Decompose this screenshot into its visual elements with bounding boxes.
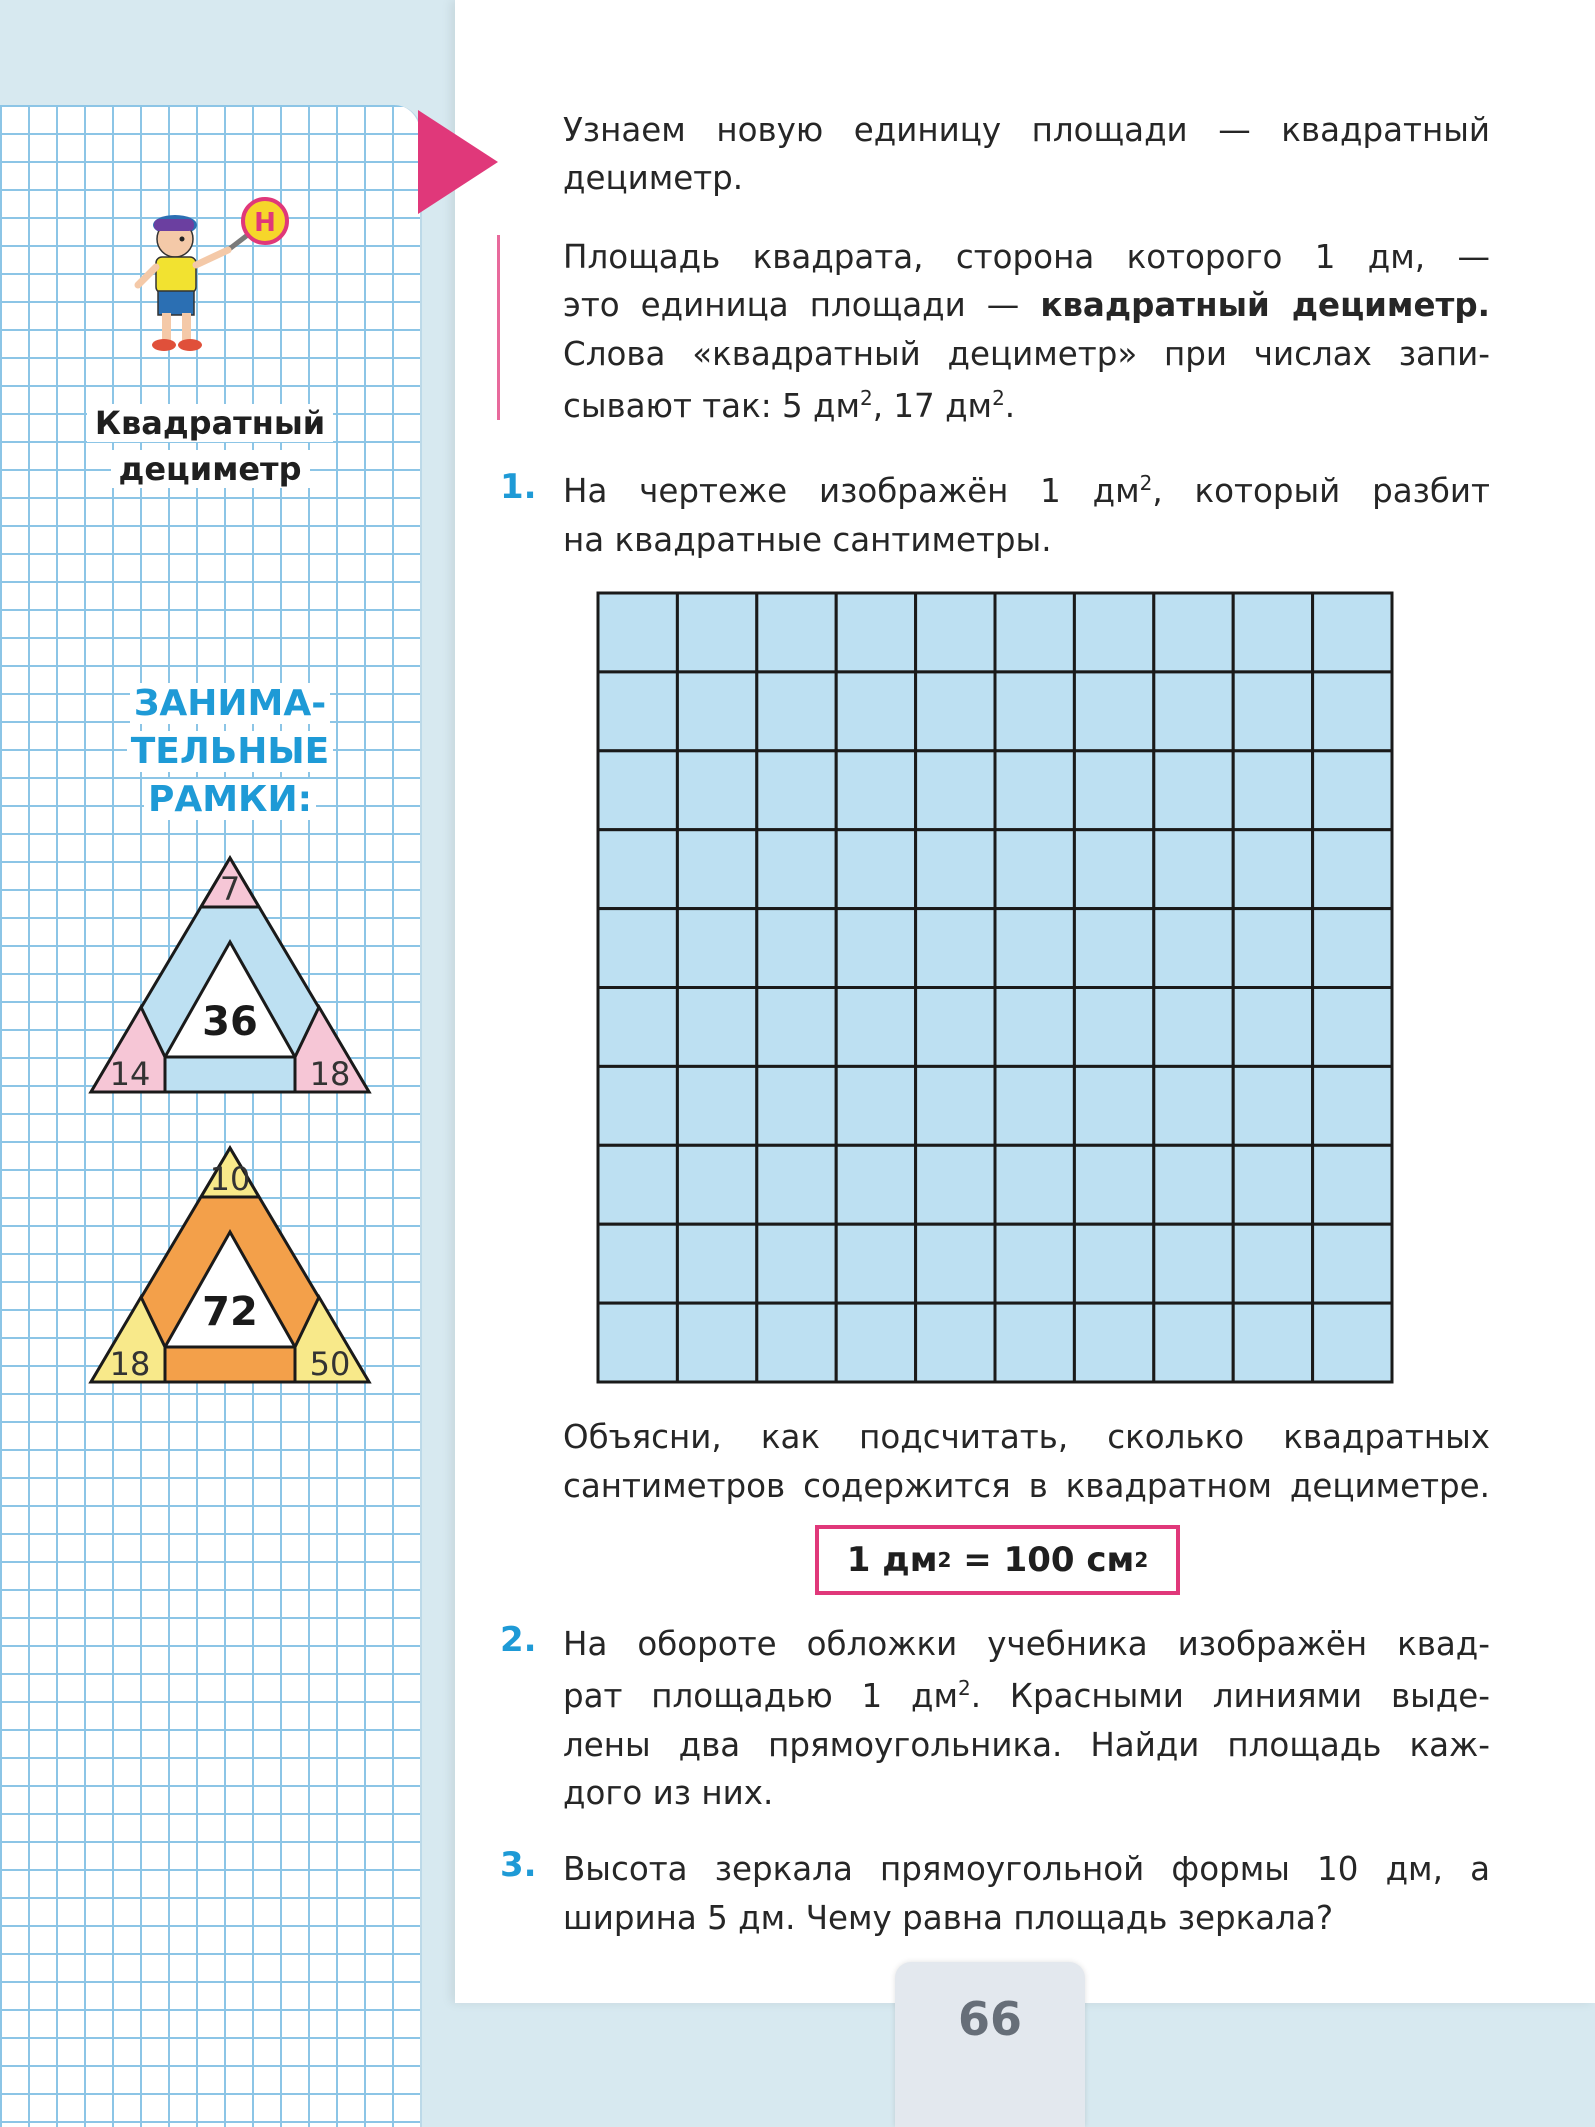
grid-cell [757, 830, 836, 909]
grid-cell [1074, 1224, 1153, 1303]
grid-cell [916, 988, 995, 1067]
definition-line2-text: это единица площади — [563, 286, 1041, 324]
grid-cell [1074, 1066, 1153, 1145]
grid-cell [598, 672, 677, 751]
grid-cell [995, 1224, 1074, 1303]
grid-cell [598, 909, 677, 988]
grid-cell [1154, 672, 1233, 751]
task2-line2 [563, 1672, 1490, 1720]
grid-cell [677, 751, 756, 830]
grid-cell [1074, 672, 1153, 751]
pointer-arrow-icon [418, 110, 498, 214]
grid-cell [598, 1224, 677, 1303]
triangle-frame-1 [85, 852, 375, 1112]
frame2-top-number: 10 [209, 1160, 251, 1198]
grid-cell [1074, 909, 1153, 988]
grid-cell [598, 1303, 677, 1382]
frame1-right-number: 18 [309, 1055, 351, 1093]
grid-cell [1313, 751, 1392, 830]
grid-cell [836, 988, 915, 1067]
grid-cell [1313, 593, 1392, 672]
mascot-badge-letter: Н [254, 208, 276, 238]
triangle-frame-2 [85, 1142, 375, 1402]
grid-cell [1313, 988, 1392, 1067]
frame1-center-number: 36 [202, 999, 258, 1045]
definition-line4-c: , 17 дм [872, 387, 993, 425]
grid-cell [916, 830, 995, 909]
task2-sup: 2 [958, 1676, 971, 1701]
task1-line1 [563, 467, 1490, 515]
grid-cell [677, 988, 756, 1067]
grid-cell [1313, 1303, 1392, 1382]
intro-line1: Узнаем новую единицу площади — квадратный [563, 111, 1490, 149]
grid-cell [1233, 988, 1312, 1067]
task2-line2-c: . Красными линиями выде- [970, 1677, 1490, 1715]
topic-title-line2: дециметр [111, 450, 310, 488]
grid-cell [1074, 830, 1153, 909]
grid-cell [995, 830, 1074, 909]
grid-cell [1154, 830, 1233, 909]
task2-line2-a: рат площадью 1 дм [563, 1677, 958, 1715]
grid-cell [1313, 909, 1392, 988]
grid-cell [1154, 593, 1233, 672]
grid-cell [1074, 988, 1153, 1067]
task2-line4: дого из них. [563, 1774, 774, 1812]
grid-cell [916, 593, 995, 672]
grid-cell [995, 1066, 1074, 1145]
grid-cell [1233, 593, 1312, 672]
grid-cell [836, 1303, 915, 1382]
grid-cell [1313, 672, 1392, 751]
fun-title-line3: РАМКИ: [144, 779, 316, 820]
task3-number: 3. [500, 1845, 537, 1885]
task1-number: 1. [500, 467, 537, 507]
grid-cell [598, 1145, 677, 1224]
grid-cell [757, 1145, 836, 1224]
grid-cell [1154, 1066, 1233, 1145]
grid-cell [836, 1066, 915, 1145]
grid-cell [1233, 1224, 1312, 1303]
grid-cell [757, 1066, 836, 1145]
grid-cell [677, 1224, 756, 1303]
task2-number: 2. [500, 1620, 537, 1660]
grid-cell [757, 1303, 836, 1382]
frame2-center-number: 72 [202, 1289, 258, 1335]
grid-cell [1313, 1145, 1392, 1224]
frame2-left-number: 18 [109, 1345, 151, 1383]
topic-title [60, 400, 360, 492]
grid-cell [1233, 1145, 1312, 1224]
grid-cell [598, 593, 677, 672]
intro-line2: дециметр. [563, 159, 744, 197]
grid-cell [916, 909, 995, 988]
grid-cell [1074, 593, 1153, 672]
task3-line2: ширина 5 дм. Чему равна площадь зеркала? [563, 1899, 1334, 1937]
formula-part1: 1 дм [846, 1540, 938, 1580]
fun-title-line1: ЗАНИМА- [130, 683, 330, 724]
grid-cell [757, 988, 836, 1067]
task1-explain-line1: Объясни, как подсчитать, сколько квадратных [563, 1418, 1490, 1456]
grid-cell [995, 593, 1074, 672]
grid-cell [1154, 1303, 1233, 1382]
grid-cell [916, 1303, 995, 1382]
grid-cell [677, 909, 756, 988]
frame1-left-number: 14 [109, 1055, 151, 1093]
grid-cell [1233, 672, 1312, 751]
grid-cell [995, 751, 1074, 830]
grid-cell [836, 593, 915, 672]
grid-cell [1233, 830, 1312, 909]
grid-cell [677, 830, 756, 909]
grid-cell [677, 1066, 756, 1145]
grid-cell [836, 830, 915, 909]
grid-cell [677, 672, 756, 751]
grid-cell [598, 751, 677, 830]
grid-cell [995, 672, 1074, 751]
grid-cell [1154, 909, 1233, 988]
definition-line4-e: . [1004, 387, 1016, 425]
definition-marker-line [497, 235, 500, 420]
grid-cell [836, 1145, 915, 1224]
grid-cell [1233, 1066, 1312, 1145]
grid-cell [1233, 751, 1312, 830]
grid-cell [757, 1224, 836, 1303]
grid-cell [598, 1066, 677, 1145]
definition-line2 [563, 281, 1490, 329]
grid-cell [916, 1145, 995, 1224]
definition-line4-a: сывают так: 5 дм [563, 387, 860, 425]
task1-line1-c: , который разбит [1152, 472, 1490, 510]
definition-line1: Площадь квадрата, сторона которого 1 дм, — [563, 238, 1490, 276]
task1-explain-line2: сантиметров содержится в квадратном дециметре. [563, 1467, 1490, 1505]
definition-sup1: 2 [859, 386, 873, 411]
grid-cell [598, 830, 677, 909]
grid-cell [1074, 751, 1153, 830]
grid-cell [1154, 988, 1233, 1067]
grid-cell [916, 1224, 995, 1303]
formula-box: 1 дм 2 = 100 см 2 [815, 1525, 1180, 1595]
grid-cell [1154, 1145, 1233, 1224]
grid-cell [1154, 1224, 1233, 1303]
formula-part2: = 100 см [951, 1540, 1135, 1580]
grid-cell [1074, 1303, 1153, 1382]
task3-line1: Высота зеркала прямоугольной формы 10 дм, а [563, 1850, 1490, 1888]
mascot-boy-icon [130, 195, 300, 365]
grid-cell [916, 672, 995, 751]
grid-cell [598, 988, 677, 1067]
grid-cell [757, 672, 836, 751]
grid-cell [677, 1145, 756, 1224]
grid-cell [757, 751, 836, 830]
grid-cell [1233, 1303, 1312, 1382]
grid-cell [836, 909, 915, 988]
grid-cell [1313, 830, 1392, 909]
definition-line4 [563, 382, 1490, 430]
task2-line1: На обороте обложки учебника изображён квад- [563, 1625, 1490, 1663]
task1-line2: на квадратные сантиметры. [563, 521, 1052, 559]
definition-line3: Слова «квадратный дециметр» при числах запи- [563, 335, 1490, 373]
grid-cell [995, 1303, 1074, 1382]
grid-cell [1313, 1224, 1392, 1303]
grid-cell [677, 1303, 756, 1382]
topic-title-line1: Квадратный [87, 404, 333, 442]
grid-cell [1233, 909, 1312, 988]
task1-line1-a: На чертеже изображён 1 дм [563, 472, 1140, 510]
grid-cell [757, 909, 836, 988]
frame2-right-number: 50 [309, 1345, 351, 1383]
grid-cell [916, 1066, 995, 1145]
grid-cell [1074, 1145, 1153, 1224]
grid-cell [677, 593, 756, 672]
grid-cell [1313, 1066, 1392, 1145]
grid-cell [836, 672, 915, 751]
task2-line3: лены два прямоугольника. Найди площадь каж- [563, 1726, 1490, 1764]
grid-cell [916, 751, 995, 830]
grid-cell [757, 593, 836, 672]
frame1-top-number: 7 [219, 870, 241, 908]
page-number: 66 [895, 1962, 1085, 2127]
grid-cell [995, 1145, 1074, 1224]
grid-cell [836, 751, 915, 830]
definition-sup2: 2 [992, 386, 1005, 411]
square-decimeter-grid [595, 590, 1395, 1385]
task1-sup: 2 [1139, 471, 1153, 496]
grid-cell [1154, 751, 1233, 830]
fun-title-line2: ТЕЛЬНЫЕ [127, 731, 334, 772]
grid-cell [836, 1224, 915, 1303]
definition-term: квадратный дециметр. [1040, 286, 1490, 324]
grid-cell [995, 988, 1074, 1067]
fun-frames-title [90, 680, 370, 824]
grid-cell [995, 909, 1074, 988]
